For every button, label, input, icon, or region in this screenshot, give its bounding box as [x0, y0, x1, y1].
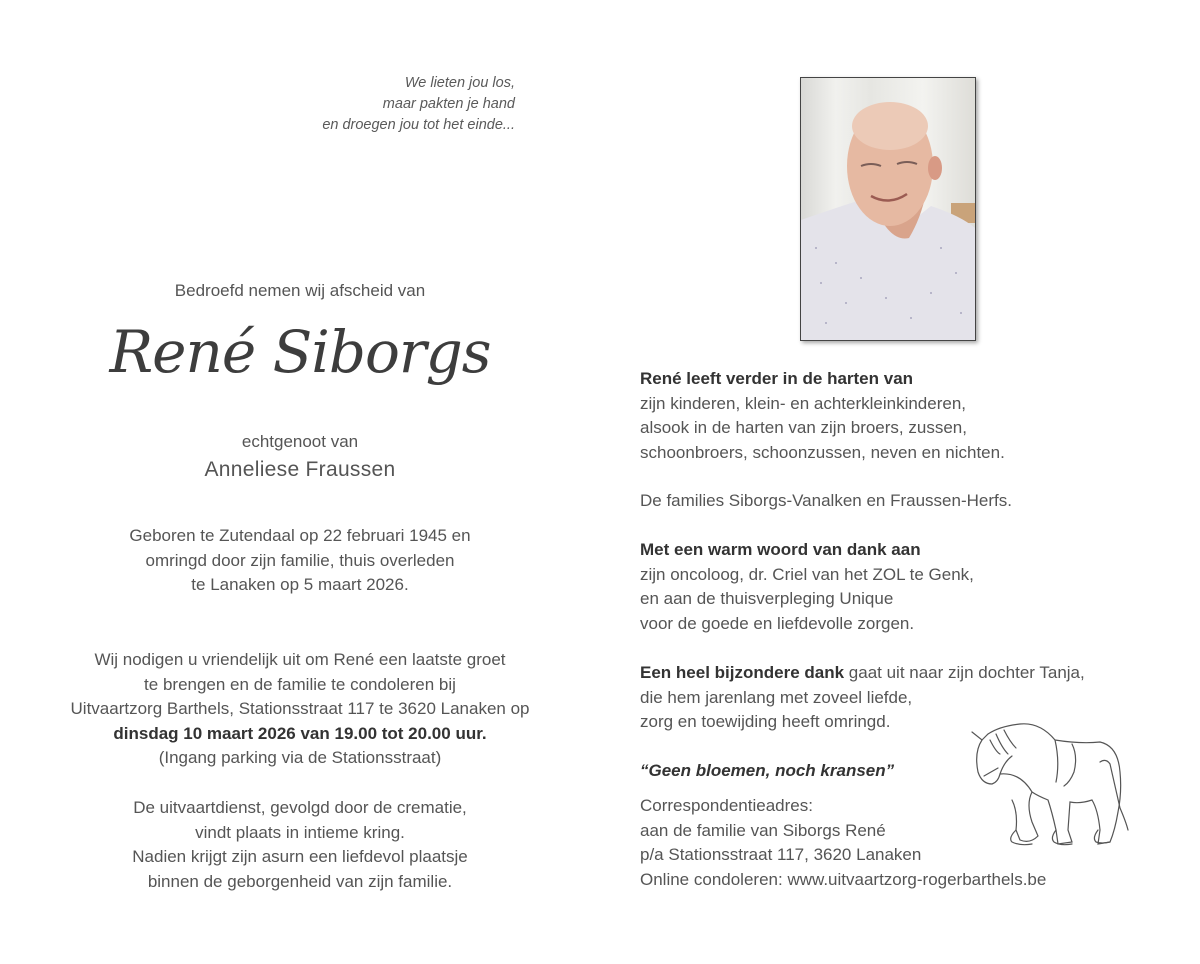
text-line: binnen de geborgenheid van zijn familie.: [147, 871, 453, 891]
text-line: voor de goede en liefdevolle zorgen.: [640, 613, 915, 633]
portrait-photo: [800, 77, 976, 341]
remembrance-heading: René leeft verder in de harten van: [640, 369, 914, 388]
text-line: Geboren te Zutendaal op 22 februari 1945 en: [129, 526, 471, 545]
portrait-image: [801, 78, 975, 340]
text-line: [640, 661, 1085, 686]
no-flowers-note: “Geen bloemen, noch kransen”: [640, 761, 895, 780]
visitation-datetime: dinsdag 10 maart 2026 van 19.00 tot 20.00 uur.: [113, 723, 487, 743]
poem-line: maar pakten je hand: [382, 96, 515, 112]
text-line: aan de familie van Siborgs René: [640, 820, 886, 840]
text-line: alsook in de harten van zijn broers, zussen,: [640, 418, 967, 438]
text-line: te Lanaken op 5 maart 2026.: [191, 575, 409, 594]
text-line: zorg en toewijding heeft omringd.: [640, 712, 891, 732]
birth-death-paragraph: [0, 524, 600, 598]
invitation-paragraph: [0, 648, 600, 771]
text-line: Correspondentieadres:: [640, 796, 813, 815]
spouse-name: Anneliese Fraussen: [204, 458, 396, 481]
service-paragraph: [0, 796, 600, 894]
website-link[interactable]: www.uitvaartzorg-rogerbarthels.be: [787, 869, 1047, 889]
spouse-label: echtgenoot van: [241, 432, 359, 451]
intro-text: Bedroefd nemen wij afscheid van: [174, 281, 426, 300]
text-line: zijn kinderen, klein- en achterkleinkinderen,: [640, 393, 967, 413]
text-line: De uitvaartdienst, gevolgd door de crematie,: [133, 798, 467, 817]
text-line: vindt plaats in intieme kring.: [195, 822, 405, 842]
families-line: De families Siborgs-Vanalken en Fraussen-Herfs.: [640, 491, 1012, 510]
thanks-heading: Met een warm woord van dank aan: [640, 540, 921, 559]
ear: [928, 156, 942, 180]
text-line: te brengen en de familie te condoleren bij: [144, 674, 456, 694]
online-label: Online condoleren:: [640, 869, 788, 889]
thanks-paragraph: [640, 538, 974, 636]
horse-icon: [960, 712, 1132, 864]
text-line: Nadien krijgt zijn asurn een liefdevol plaatsje: [132, 847, 468, 866]
deceased-name: René Siborgs: [109, 318, 491, 386]
online-condolence-line: [640, 868, 1046, 893]
parking-note: (Ingang parking via de Stationsstraat): [158, 748, 442, 767]
horse-illustration: [960, 712, 1132, 864]
special-thanks-bold: Een heel bijzondere dank: [640, 663, 845, 682]
text-line: schoonbroers, schoonzussen, neven en nichten.: [640, 442, 1005, 462]
poem: [322, 73, 515, 136]
text-line: en aan de thuisverpleging Unique: [640, 589, 894, 609]
text-line: Uitvaartzorg Barthels, Stationsstraat 117 te 3620 Lanaken op: [70, 699, 530, 718]
forehead: [852, 102, 928, 150]
remembrance-paragraph: [640, 367, 1005, 465]
poem-line: We lieten jou los,: [404, 75, 515, 91]
text-line: Wij nodigen u vriendelijk uit om René een laatste groet: [94, 650, 506, 669]
special-thanks-rest: gaat uit naar zijn dochter Tanja,: [844, 663, 1085, 682]
text-line: omringd door zijn familie, thuis overleden: [145, 550, 455, 570]
poem-line: en droegen jou tot het einde...: [322, 117, 515, 133]
text-line: die hem jarenlang met zoveel liefde,: [640, 687, 913, 707]
text-line: zijn oncoloog, dr. Criel van het ZOL te Genk,: [640, 564, 974, 584]
text-line: p/a Stationsstraat 117, 3620 Lanaken: [640, 845, 922, 865]
